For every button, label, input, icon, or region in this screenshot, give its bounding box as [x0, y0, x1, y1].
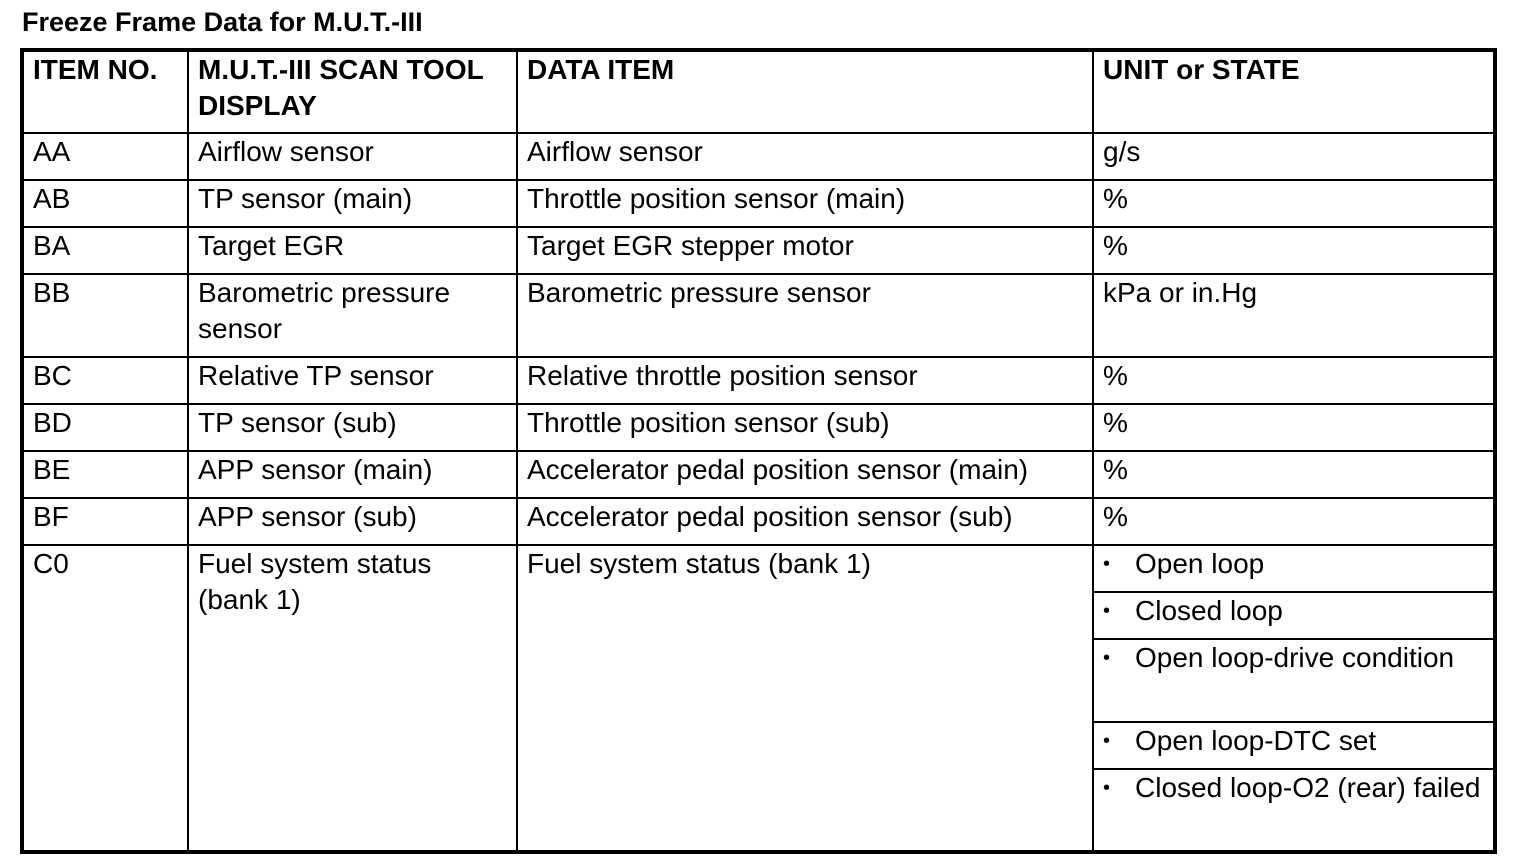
- unit-cell: %: [1093, 227, 1495, 274]
- state-cell: [1093, 639, 1495, 722]
- unit-cell: %: [1093, 180, 1495, 227]
- display-cell: TP sensor (main): [188, 180, 517, 227]
- display-cell: APP sensor (main): [188, 451, 517, 498]
- table-row: [22, 357, 1495, 404]
- item-no-cell: BB: [22, 274, 188, 357]
- state-text: Closed loop-O2 (rear) failed: [1135, 772, 1481, 803]
- bullet-icon: •: [1103, 647, 1111, 669]
- table-row: [22, 451, 1495, 498]
- unit-cell: %: [1093, 357, 1495, 404]
- item-no-cell: BC: [22, 357, 188, 404]
- data-item-cell: Accelerator pedal position sensor (main): [517, 451, 1093, 498]
- data-item-cell: Throttle position sensor (main): [517, 180, 1093, 227]
- header-display: M.U.T.-III SCAN TOOL DISPLAY: [188, 50, 517, 133]
- display-cell: Fuel system status (bank 1): [188, 545, 517, 852]
- state-text: Open loop: [1135, 548, 1265, 579]
- table-row: [22, 133, 1495, 180]
- data-item-cell: Relative throttle position sensor: [517, 357, 1093, 404]
- display-cell: APP sensor (sub): [188, 498, 517, 545]
- display-cell: Barometric pressure sensor: [188, 274, 517, 357]
- header-row: [22, 50, 1495, 133]
- item-no-cell: C0: [22, 545, 188, 852]
- bullet-icon: •: [1103, 730, 1111, 752]
- unit-cell: g/s: [1093, 133, 1495, 180]
- table-row: [22, 180, 1495, 227]
- header-data-item: DATA ITEM: [517, 50, 1093, 133]
- state-text: Closed loop: [1135, 595, 1283, 626]
- unit-cell: %: [1093, 451, 1495, 498]
- state-cell: [1093, 722, 1495, 769]
- header-item-no: ITEM NO.: [22, 50, 188, 133]
- freeze-frame-table: [20, 48, 1497, 854]
- item-no-cell: AA: [22, 133, 188, 180]
- unit-cell: %: [1093, 498, 1495, 545]
- display-cell: Target EGR: [188, 227, 517, 274]
- unit-cell: kPa or in.Hg: [1093, 274, 1495, 357]
- page-title: Freeze Frame Data for M.U.T.-III: [22, 7, 423, 37]
- state-text: Open loop-DTC set: [1135, 725, 1377, 756]
- bullet-icon: •: [1103, 553, 1111, 575]
- table-row-c0: [22, 545, 1495, 592]
- unit-cell: %: [1093, 404, 1495, 451]
- state-cell: [1093, 769, 1495, 852]
- data-item-cell: Barometric pressure sensor: [517, 274, 1093, 357]
- table-row: [22, 227, 1495, 274]
- state-cell: [1093, 592, 1495, 639]
- display-cell: Airflow sensor: [188, 133, 517, 180]
- bullet-icon: •: [1103, 600, 1111, 622]
- data-item-cell: Target EGR stepper motor: [517, 227, 1093, 274]
- item-no-cell: AB: [22, 180, 188, 227]
- state-cell: [1093, 545, 1495, 592]
- header-unit: UNIT or STATE: [1093, 50, 1495, 133]
- table-row: [22, 498, 1495, 545]
- bullet-icon: •: [1103, 777, 1111, 799]
- data-item-cell: Fuel system status (bank 1): [517, 545, 1093, 852]
- data-item-cell: Throttle position sensor (sub): [517, 404, 1093, 451]
- item-no-cell: BD: [22, 404, 188, 451]
- display-cell: TP sensor (sub): [188, 404, 517, 451]
- item-no-cell: BE: [22, 451, 188, 498]
- item-no-cell: BF: [22, 498, 188, 545]
- state-text: Open loop-drive condition: [1135, 642, 1455, 673]
- display-cell: Relative TP sensor: [188, 357, 517, 404]
- data-item-cell: Airflow sensor: [517, 133, 1093, 180]
- item-no-cell: BA: [22, 227, 188, 274]
- table-row: [22, 404, 1495, 451]
- table-row: [22, 274, 1495, 357]
- data-item-cell: Accelerator pedal position sensor (sub): [517, 498, 1093, 545]
